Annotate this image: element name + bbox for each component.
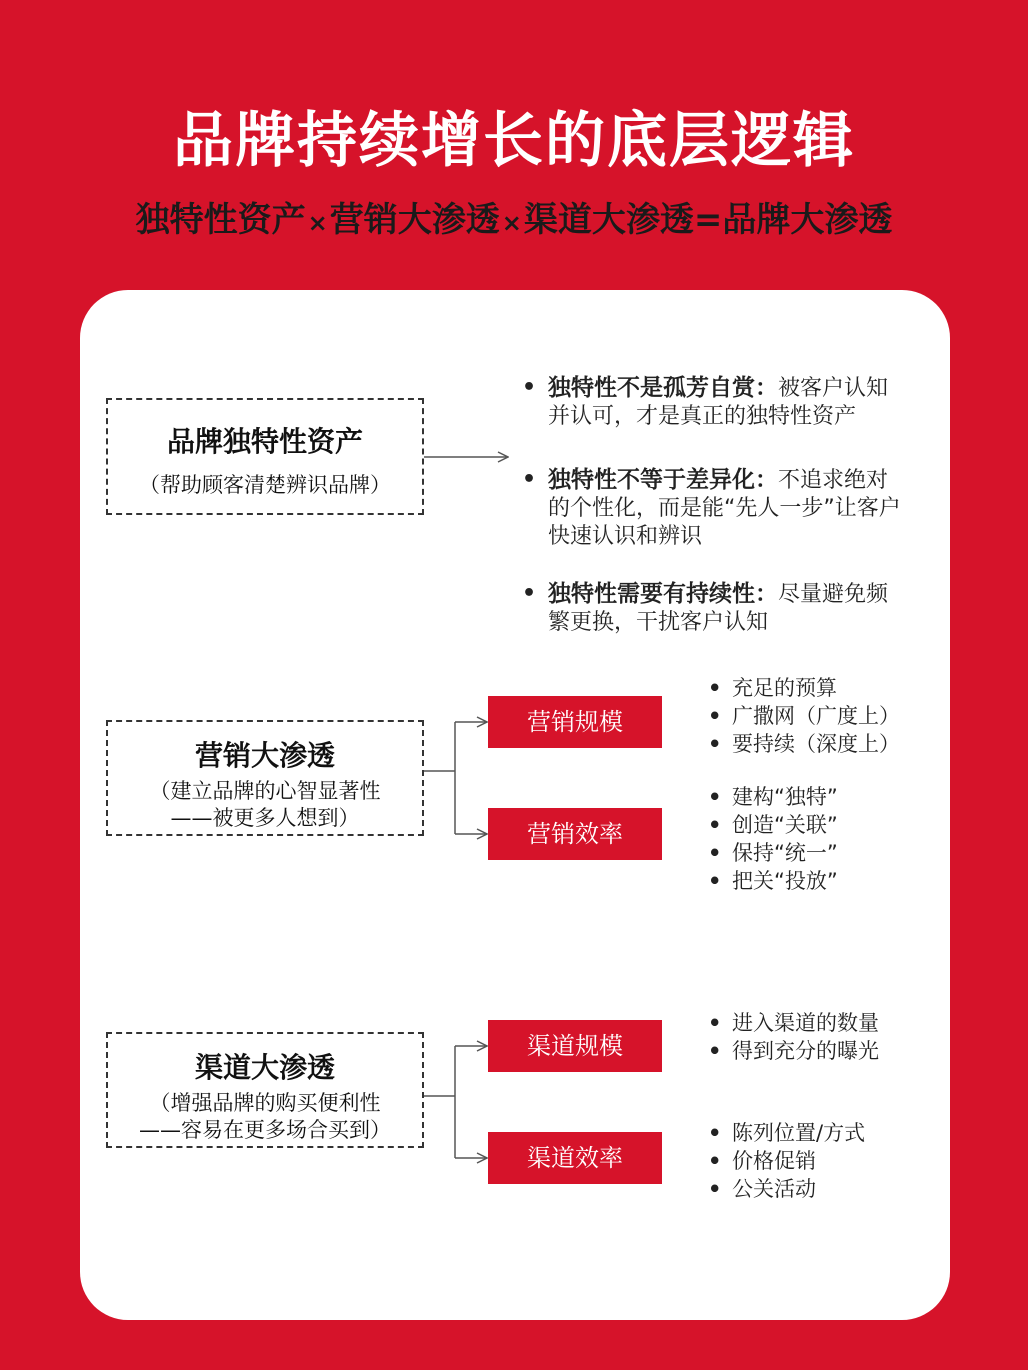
formula-term-1: 独特性资产	[135, 200, 306, 240]
list-item: • 得到充分的曝光	[708, 1039, 879, 1063]
list-item: • 把关“投放”	[708, 869, 838, 893]
list-item: • 充足的预算	[708, 676, 837, 700]
bullet-dot: •	[522, 375, 537, 400]
formula-term-3: 渠道大渗透	[523, 200, 694, 240]
formula-result: =品牌大渗透	[693, 200, 893, 240]
asset-point-3-text: 尽量避免频繁更换，干扰客户认知	[548, 582, 889, 635]
channel-efficiency-box: 渠道效率	[488, 1132, 662, 1184]
marketing-sub-2: ——被更多人想到）	[170, 806, 360, 831]
list-item: • 要持续（深度上）	[708, 732, 900, 756]
channel-sub-2: ——容易在更多场合买到）	[139, 1118, 391, 1143]
marketing-scale-box: 营销规模	[488, 696, 662, 748]
list-item: • 广撒网（广度上）	[708, 704, 900, 728]
asset-point-2	[522, 466, 908, 551]
asset-point-2-bold: 独特性不等于差异化：	[548, 467, 778, 493]
asset-point-1-bold: 独特性不是孤芳自赏：	[548, 375, 778, 401]
times-sign: ×	[501, 209, 522, 237]
list-item: • 陈列位置/方式	[708, 1121, 866, 1145]
asset-point-1	[522, 374, 908, 431]
channel-heading: 渠道大渗透	[194, 1051, 335, 1084]
list-item: • 价格促销	[708, 1149, 816, 1173]
brand-asset-heading: 品牌独特性资产	[166, 425, 363, 458]
asset-point-3-bold: 独特性需要有持续性：	[548, 581, 778, 607]
asset-point-3	[522, 580, 908, 637]
bullet-dot: •	[522, 467, 537, 492]
channel-scale-box: 渠道规模	[488, 1020, 662, 1072]
list-item: • 公关活动	[708, 1177, 816, 1201]
formula-term-2: 营销大渗透	[329, 200, 500, 240]
bullet-dot: •	[522, 581, 537, 606]
asset-point-2-text: 不追求绝对的个性化，而是能“先人一步”让客户快速认识和辨识	[548, 468, 901, 549]
brand-asset-sub: （帮助顾客清楚辨识品牌）	[139, 473, 391, 497]
list-item: • 保持“统一”	[708, 841, 838, 865]
marketing-sub-1: （建立品牌的心智显著性	[149, 779, 381, 803]
marketing-penetration-box	[106, 720, 424, 836]
brand-asset-box	[106, 398, 424, 515]
page-title: 品牌持续增长的底层逻辑	[173, 106, 855, 176]
list-item: • 进入渠道的数量	[708, 1011, 879, 1035]
channel-penetration-box	[106, 1032, 424, 1148]
times-sign: ×	[307, 209, 328, 237]
marketing-heading: 营销大渗透	[194, 739, 335, 772]
channel-sub-1: （增强品牌的购买便利性	[149, 1091, 381, 1115]
list-item: • 创造“关联”	[708, 813, 838, 837]
asset-point-1-text: 被客户认知并认可，才是真正的独特性资产	[548, 376, 889, 429]
list-item: • 建构“独特”	[708, 785, 838, 809]
marketing-efficiency-box: 营销效率	[488, 808, 662, 860]
